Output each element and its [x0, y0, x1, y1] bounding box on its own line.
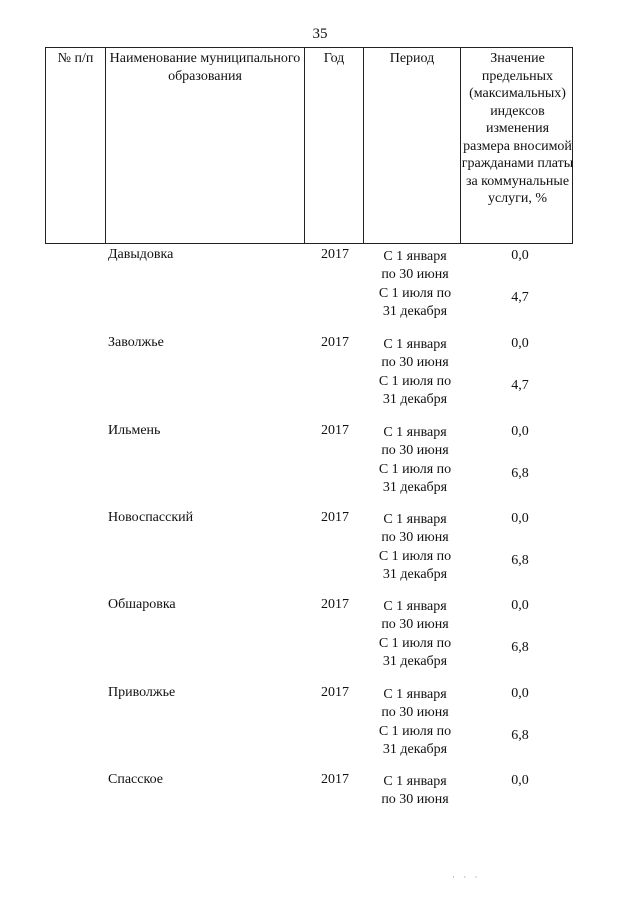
table-row	[0, 595, 640, 680]
year-cell: 2017	[321, 423, 349, 438]
period-line: 31 декабря	[382, 742, 448, 757]
period-line: С 1 января	[383, 337, 447, 352]
period-line: С 1 января	[383, 425, 447, 440]
period-first-half	[363, 336, 467, 372]
municipality-name: Обшаровка	[108, 597, 176, 612]
index-value-first: 0,0	[511, 773, 529, 788]
period-second-half	[363, 285, 467, 321]
year-cell: 2017	[321, 247, 349, 262]
municipality-name: Ильмень	[108, 423, 161, 438]
municipality-name: Новоспасский	[108, 510, 194, 525]
period-second-half	[363, 548, 467, 584]
index-value-first: 0,0	[511, 248, 529, 263]
period-second-half	[363, 461, 467, 497]
index-value-second: 6,8	[511, 728, 529, 743]
index-value-second: 4,7	[511, 290, 529, 305]
period-line: С 1 июля по	[378, 724, 452, 739]
municipality-name: Заволжье	[108, 335, 164, 350]
year-cell: 2017	[321, 685, 349, 700]
period-line: С 1 января	[383, 774, 447, 789]
period-first-half	[363, 773, 467, 809]
header-year: Год	[305, 48, 364, 243]
period-line: С 1 января	[383, 249, 447, 264]
table-row	[0, 245, 640, 330]
page-number: 35	[312, 26, 328, 42]
header-municipality: Наименование муниципального образования	[106, 48, 305, 243]
header-number: № п/п	[46, 48, 106, 243]
period-line: по 30 июня	[381, 443, 449, 458]
period-second-half	[363, 373, 467, 409]
period-first-half	[363, 598, 467, 634]
period-line: по 30 июня	[381, 705, 449, 720]
municipality-name: Давыдовка	[108, 247, 174, 262]
year-cell: 2017	[321, 510, 349, 525]
period-line: 31 декабря	[382, 654, 448, 669]
table-row	[0, 508, 640, 593]
period-line: по 30 июня	[381, 355, 449, 370]
period-line: С 1 июля по	[378, 636, 452, 651]
year-cell: 2017	[321, 772, 349, 787]
period-first-half	[363, 686, 467, 722]
period-line: по 30 июня	[381, 530, 449, 545]
table-row	[0, 333, 640, 418]
period-line: С 1 июля по	[378, 462, 452, 477]
municipality-name: Спасское	[108, 772, 163, 787]
index-value-first: 0,0	[511, 598, 529, 613]
table-row	[0, 683, 640, 768]
period-first-half	[363, 424, 467, 460]
period-line: С 1 января	[383, 687, 447, 702]
period-second-half	[363, 723, 467, 759]
period-line: 31 декабря	[382, 304, 448, 319]
index-value-second: 6,8	[511, 466, 529, 481]
period-line: по 30 июня	[381, 267, 449, 282]
year-cell: 2017	[321, 335, 349, 350]
period-line: по 30 июня	[381, 617, 449, 632]
municipality-name: Приволжье	[108, 685, 176, 700]
header-period: Период	[364, 48, 461, 243]
period-line: по 30 июня	[381, 792, 449, 807]
scan-specks: · · ·	[452, 872, 481, 882]
period-first-half	[363, 511, 467, 547]
period-line: С 1 июля по	[378, 549, 452, 564]
year-cell: 2017	[321, 597, 349, 612]
table-row	[0, 421, 640, 506]
period-line: 31 декабря	[382, 567, 448, 582]
period-line: 31 декабря	[382, 392, 448, 407]
index-value-second: 6,8	[511, 553, 529, 568]
index-value-first: 0,0	[511, 336, 529, 351]
header-index-value: Значение предельных (максимальных) индексов изменения размера вносимой гражданами платы за коммунальные услуги, %	[461, 51, 574, 206]
index-value-first: 0,0	[511, 686, 529, 701]
period-line: С 1 июля по	[378, 374, 452, 389]
period-line: 31 декабря	[382, 480, 448, 495]
index-value-second: 4,7	[511, 378, 529, 393]
index-value-first: 0,0	[511, 511, 529, 526]
table-header	[45, 47, 573, 244]
index-value-first: 0,0	[511, 424, 529, 439]
table-row	[0, 770, 640, 855]
period-line: С 1 января	[383, 512, 447, 527]
period-line: С 1 января	[383, 599, 447, 614]
period-first-half	[363, 248, 467, 284]
period-second-half	[363, 635, 467, 671]
index-value-second: 6,8	[511, 640, 529, 655]
period-line: С 1 июля по	[378, 286, 452, 301]
